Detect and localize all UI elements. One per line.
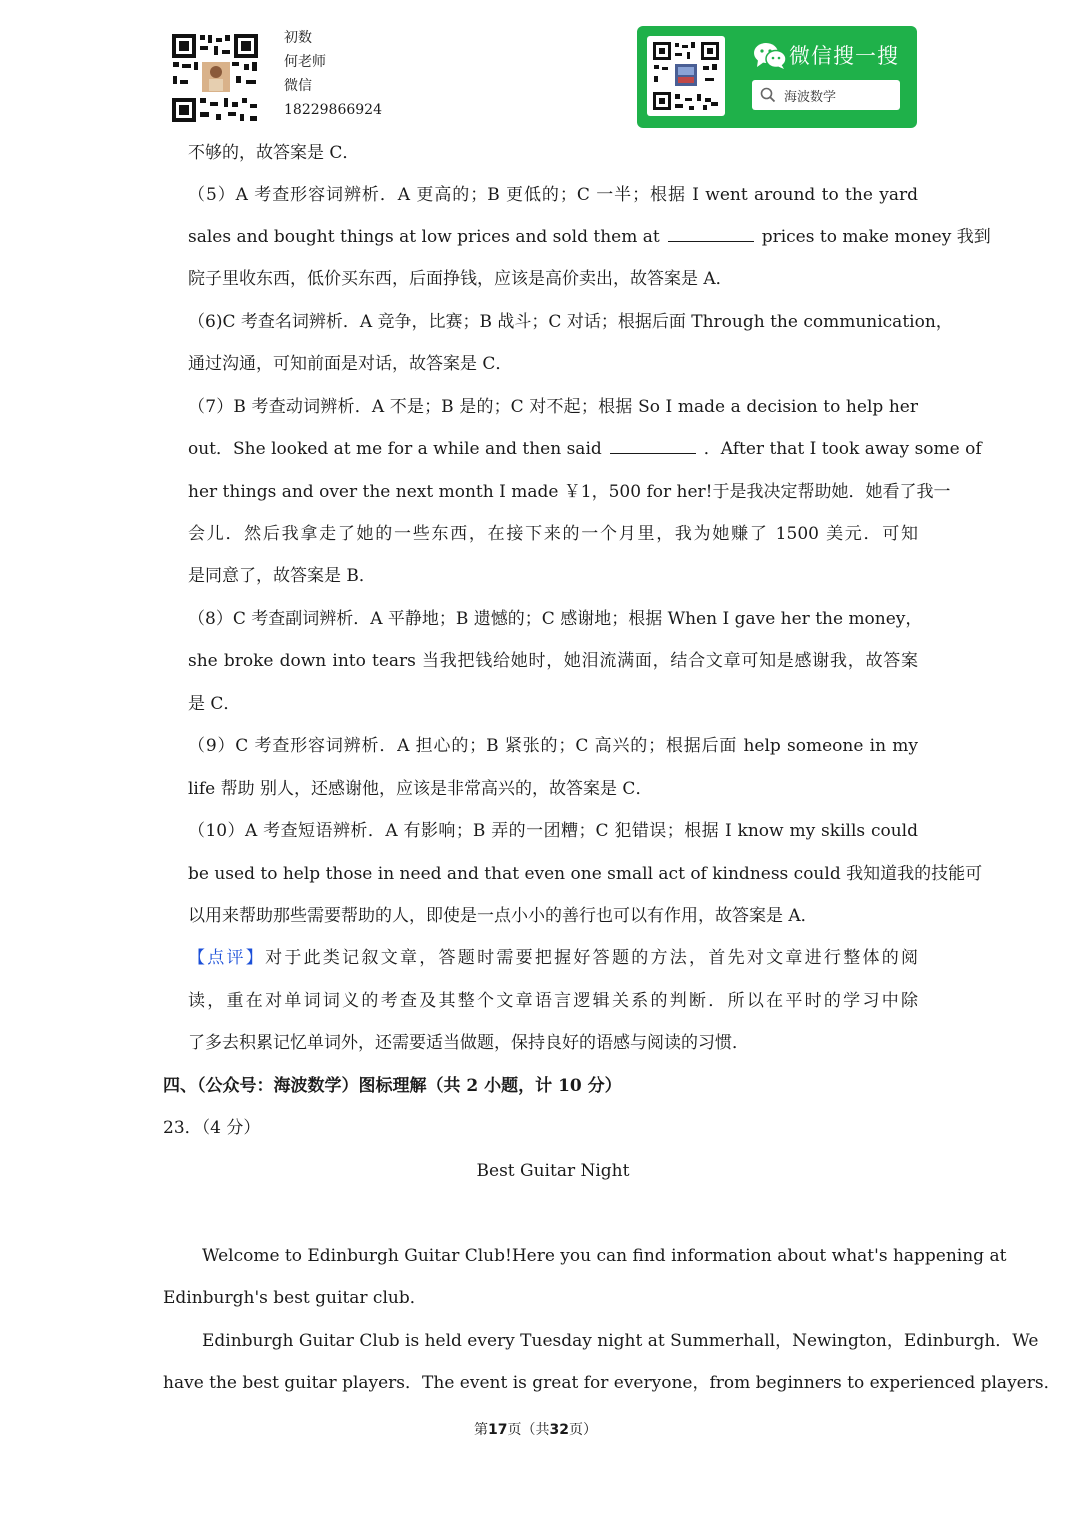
banner-title: 微信搜一搜 <box>789 44 899 68</box>
passage-p1-line-1: Welcome to Edinburgh Guitar Club!Here you can find information about what's happening at <box>202 1246 1007 1266</box>
comment-tag: 【点评】 <box>188 948 266 968</box>
text-line-6: 通过沟通，可知前面是对话，故答案是 C． <box>188 354 513 374</box>
page-footer <box>474 1419 597 1439</box>
text-line-13: she broke down into tears 当我把钱给她时，她泪流满面，结合文章可知是感谢我，故答案 <box>188 651 918 671</box>
comment-line-3: 了多去积累记忆单词外，还需要适当做题，保持良好的语感与阅读的习惯． <box>188 1033 749 1053</box>
text-line-8 <box>188 437 982 461</box>
passage-p1-line-2: Edinburgh's best guitar club． <box>163 1288 427 1308</box>
text-line-2: （5）A 考查形容词辨析．A 更高的；B 更低的；C 一半；根据 I went around to the yard <box>188 185 918 205</box>
text-line-19: 以用来帮助那些需要帮助的人，即使是一点小小的善行也可以有作用，故答案是 A． <box>188 906 818 926</box>
text-line-12: （8）C 考查副词辨析．A 平静地；B 遗憾的；C 感谢地；根据 When I gave her the money， <box>188 609 923 629</box>
text-line-3a: sales and bought things at low prices and sold them at <box>188 227 660 247</box>
answer-blank <box>668 227 754 242</box>
footer-post: 页） <box>568 1422 597 1438</box>
wechat-search-banner <box>637 26 917 128</box>
contact-label-1: 初数 <box>284 30 312 46</box>
comment-text-1: 对于此类记叙文章，答题时需要把握好答题的方法，首先对文章进行整体的阅 <box>265 948 919 968</box>
banner-qr-code-image <box>647 36 725 116</box>
passage-p2-line-1: Edinburgh Guitar Club is held every Tuesday night at Summerhall，Newington，Edinburgh．We <box>202 1331 1039 1351</box>
passage-p2-line-2: have the best guitar players．The event is great for everyone，from beginners to experienced players． <box>163 1373 1061 1393</box>
section-title: 四、（公众号：海波数学）图标理解（共 2 小题，计 10 分） <box>163 1076 622 1096</box>
question-number: 23．（4 分） <box>163 1118 261 1138</box>
text-line-3b: prices to make money 我到 <box>761 227 991 247</box>
passage-title: Best Guitar Night <box>476 1161 630 1181</box>
banner-search-box[interactable] <box>752 80 900 110</box>
text-line-17: （10）A 考查短语辨析．A 有影响；B 弄的一团糟；C 犯错误；根据 I know my skills could <box>188 821 918 841</box>
text-line-11: 是同意了，故答案是 B． <box>188 566 376 586</box>
answer-blank <box>610 439 696 454</box>
contact-phone: 18229866924 <box>284 102 382 118</box>
comment-line-1 <box>188 946 918 970</box>
text-line-5: （6)C 考查名词辨析．A 竞争，比赛；B 战斗；C 对话；根据后面 Through the communication， <box>188 312 953 332</box>
text-line-18: be used to help those in need and that even one small act of kindness could 我知道我的技能可 <box>188 864 983 884</box>
wechat-icon <box>753 42 787 70</box>
text-line-8a: out．She looked at me for a while and then said <box>188 439 602 459</box>
comment-line-2: 读，重在对单词词义的考查及其整个文章语言逻辑关系的判断．所以在平时的学习中除 <box>188 991 918 1011</box>
text-line-3 <box>188 225 991 249</box>
banner-qr-code <box>647 36 725 116</box>
text-line-7: （7）B 考查动词辨析．A 不是；B 是的；C 对不起；根据 So I made a decision to help her <box>188 397 918 417</box>
text-line-8b: ．After that I took away some of <box>703 439 982 459</box>
banner-search-text: 海波数学 <box>784 90 837 105</box>
text-line-1: 不够的，故答案是 C． <box>188 143 360 163</box>
text-line-10: 会儿．然后我拿走了她的一些东西，在接下来的一个月里，我为她赚了 1500 美元．可知 <box>188 524 918 544</box>
footer-total-pages: 32 <box>549 1422 569 1438</box>
footer-pre: 第 <box>474 1422 488 1438</box>
footer-mid: 页（共 <box>507 1422 550 1438</box>
footer-page-number: 17 <box>488 1422 508 1438</box>
text-line-14: 是 C． <box>188 694 241 714</box>
text-line-16: life 帮助 别人，还感谢他，应该是非常高兴的，故答案是 C． <box>188 779 653 799</box>
text-line-9: her things and over the next month I made ￥1，500 for her!于是我决定帮助她．她看了我一 <box>188 482 951 502</box>
search-icon <box>760 87 776 103</box>
qr-code-image <box>170 32 260 124</box>
contact-label-2: 微信 <box>284 78 312 94</box>
text-line-4: 院子里收东西，低价买东西，后面挣钱，应该是高价卖出，故答案是 A． <box>188 269 733 289</box>
contact-teacher: 何老师 <box>284 54 326 70</box>
text-line-15: （9）C 考查形容词辨析．A 担心的；B 紧张的；C 高兴的；根据后面 help someone in my <box>188 736 918 756</box>
